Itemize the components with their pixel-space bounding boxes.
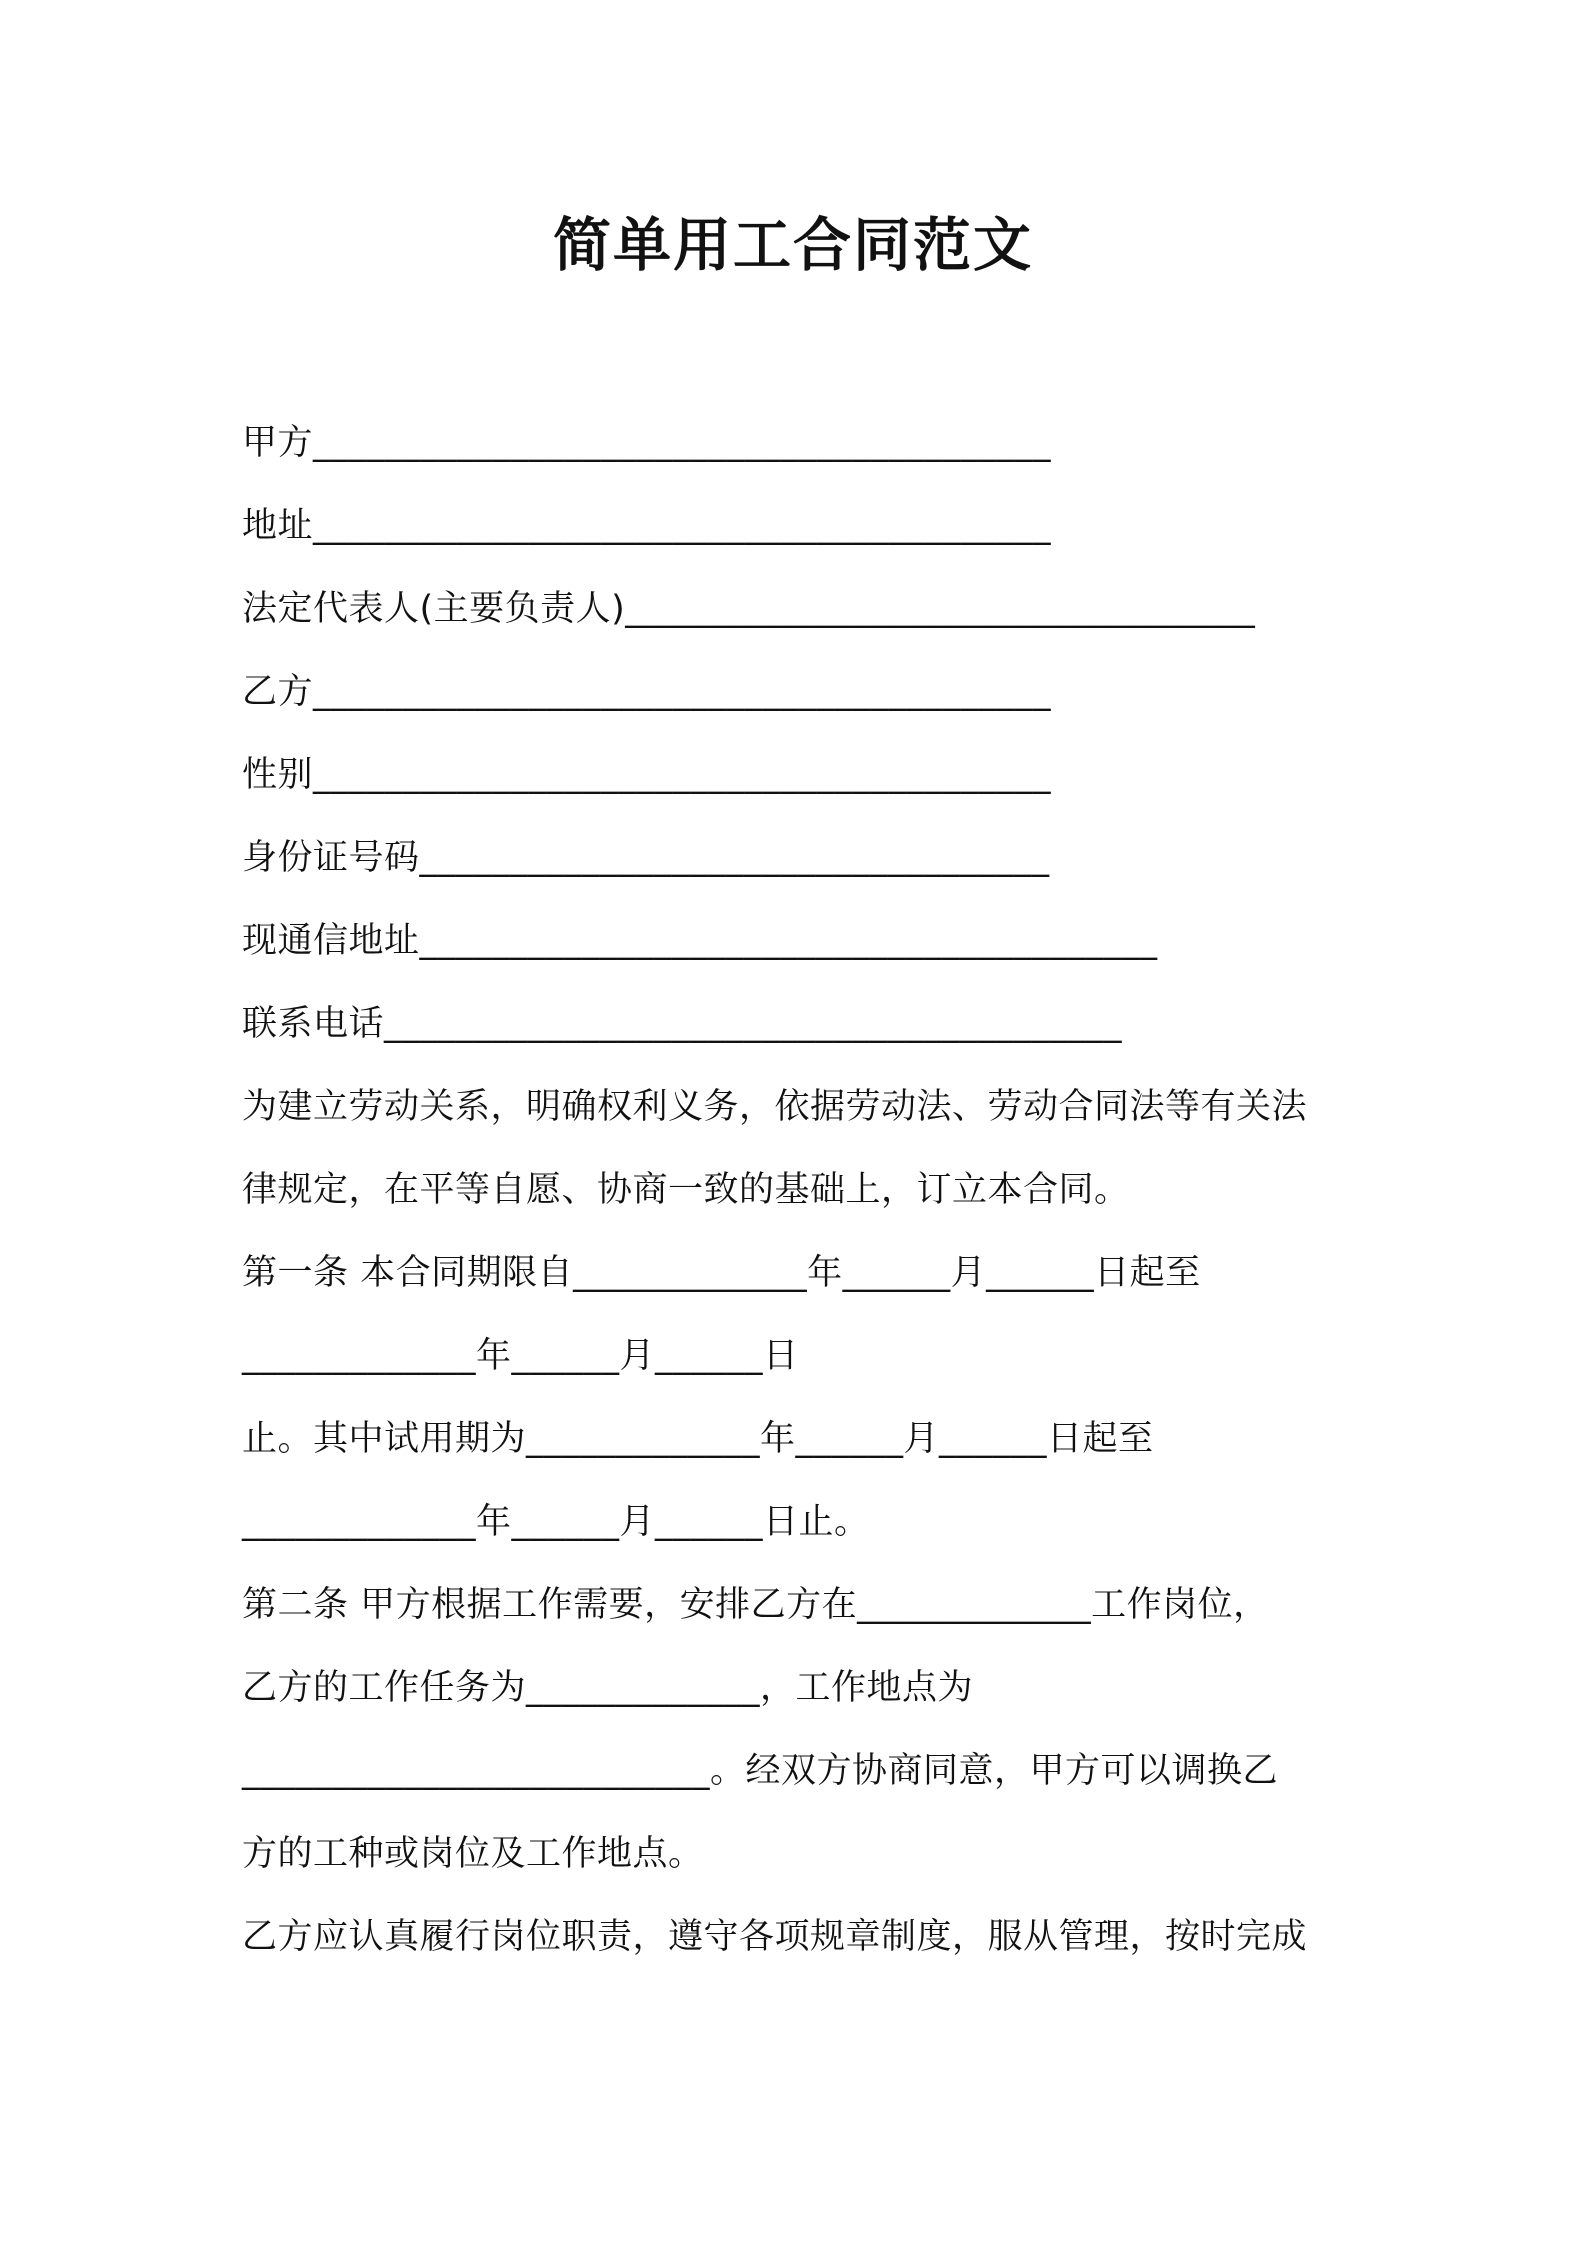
legal-representative-field: 法定代表人(主要负责人)___________________________________ [242,589,1256,629]
article-1-line-3: 止。其中试用期为_____________年______月______日起至 [242,1419,1154,1459]
phone-field: 联系电话_________________________________________ [242,1004,1123,1044]
article-2-line-2: 乙方的工作任务为_____________，工作地点为 [242,1668,974,1708]
document-title: 简单用工合同范文 [552,211,1033,279]
preamble-line-2: 律规定，在平等自愿、协商一致的基础上，订立本合同。 [242,1170,1130,1210]
party-b-field: 乙方_________________________________________ [242,672,1052,712]
id-number-field: 身份证号码___________________________________ [242,838,1050,878]
article-2-line-1: 第二条 甲方根据工作需要，安排乙方在_____________工作岗位， [242,1585,1269,1625]
article-1-line-4: _____________年______月______日止。 [242,1502,870,1542]
article-1-line-2: _____________年______月______日 [242,1336,799,1376]
gender-field: 性别_________________________________________ [242,755,1052,795]
party-a-field: 甲方_________________________________________ [242,423,1052,463]
address-field: 地址_________________________________________ [242,506,1052,546]
preamble-line-1: 为建立劳动关系，明确权利义务，依据劳动法、劳动合同法等有关法 [242,1087,1308,1127]
article-2-line-4: 方的工种或岗位及工作地点。 [242,1834,704,1874]
article-1-line-1: 第一条 本合同期限自_____________年______月______日起至 [242,1253,1201,1293]
article-2-line-3: __________________________。经双方协商同意，甲方可以调换乙 [242,1751,1279,1791]
article-2-line-5: 乙方应认真履行岗位职责，遵守各项规章制度，服从管理，按时完成 [242,1917,1308,1957]
mailing-address-field: 现通信地址_________________________________________ [242,921,1158,961]
